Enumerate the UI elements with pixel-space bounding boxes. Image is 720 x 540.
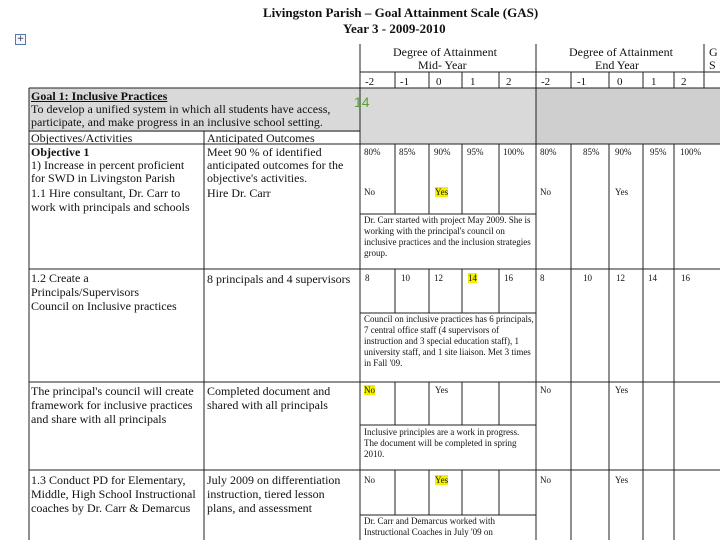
pct-mid-80: 80% — [364, 147, 381, 157]
pct-mid-90: 90% — [434, 147, 451, 157]
row1-outcome-line1: Meet 90 % of identified — [207, 145, 322, 159]
pct-end-85: 85% — [583, 147, 600, 157]
row1-objective-line3: for SWD in Livingston Parish — [31, 171, 175, 185]
row1-end-neg2: No — [540, 187, 551, 197]
row3-mid-0: Yes — [435, 385, 449, 395]
row4-mid-0-highlighted: Yes — [435, 475, 449, 485]
row4-end-neg2: No — [540, 475, 551, 485]
row3-mid-neg2-highlighted: No — [364, 385, 375, 395]
row4-objective-line1: 1.3 Conduct PD for Elementary, — [31, 473, 186, 487]
row2-objective-line1: 1.2 Create a — [31, 271, 89, 285]
row1-end-0: Yes — [615, 187, 629, 197]
row2-end-neg1: 10 — [583, 273, 592, 283]
mid-year-header-line1: Degree of Attainment — [393, 45, 497, 59]
objectives-header: Objectives/Activities — [31, 131, 133, 145]
mid-year-header-line2: Mid- Year — [418, 58, 467, 72]
pct-mid-85: 85% — [399, 147, 416, 157]
goal-description-1: To develop a unified system in which all students have access, — [31, 102, 331, 116]
row3-progress-note: Inclusive principles are a work in progress. The document will be completed in spring 2010. — [364, 427, 520, 459]
document-title: Livingston Parish – Goal Attainment Scale (GAS) — [263, 5, 539, 20]
scale-end-2: 2 — [681, 76, 687, 88]
row3-objective-line2: framework for inclusive practices — [31, 398, 193, 412]
row2-progress-note: Council on inclusive practices has 6 principals, 7 central office staff (4 supervisors of instruction and 3 special education staff), 1 university staff, and 1 site liaison. Met 3 times in Fall '09. — [364, 314, 534, 368]
row2-mid-neg2: 8 — [365, 273, 370, 283]
row2-end-2: 16 — [681, 273, 690, 283]
row1-mid-0-highlighted: Yes — [435, 187, 449, 197]
scale-end-neg1: -1 — [577, 76, 587, 88]
scale-mid-2: 2 — [506, 76, 512, 88]
partial-header-1: G — [709, 45, 718, 59]
row3-outcome-line1: Completed document and — [207, 384, 331, 398]
row2-mid-0: 12 — [434, 273, 443, 283]
row3-objective-line3: and share with all principals — [31, 412, 167, 426]
row4-objective-line3: coaches by Dr. Carr & Demarcus — [31, 501, 191, 515]
scale-mid-0: 0 — [436, 76, 442, 88]
row2-end-1: 14 — [648, 273, 657, 283]
end-year-header-line1: Degree of Attainment — [569, 45, 673, 59]
row2-end-neg2: 8 — [540, 273, 545, 283]
scale-end-0: 0 — [617, 76, 623, 88]
row3-end-neg2: No — [540, 385, 551, 395]
row1-outcome-line4: Hire Dr. Carr — [207, 186, 271, 200]
row4-outcome-line1: July 2009 on differentiation — [207, 473, 341, 487]
row4-outcome-line2: instruction, tiered lesson — [207, 487, 325, 501]
pct-end-100: 100% — [680, 147, 701, 157]
row1-objective-line5: work with principals and schools — [31, 200, 190, 214]
row2-mid-neg1: 10 — [401, 273, 410, 283]
row4-objective-line2: Middle, High School Instructional — [31, 487, 196, 501]
pct-mid-95: 95% — [467, 147, 484, 157]
pct-mid-100: 100% — [503, 147, 524, 157]
row4-end-0: Yes — [615, 475, 629, 485]
row1-outcome-line2: anticipated outcomes for the — [207, 158, 344, 172]
goal-band-right-end — [536, 88, 720, 144]
pct-end-80: 80% — [540, 147, 557, 157]
row4-mid-neg2: No — [364, 475, 375, 485]
scale-mid-1: 1 — [470, 76, 476, 88]
scale-mid-neg2: -2 — [365, 76, 375, 88]
row4-progress-note: Dr. Carr and Demarcus worked with Instructional Coaches in July '09 on — [364, 516, 495, 537]
expand-icon[interactable]: + — [16, 34, 25, 44]
row1-mid-neg2: No — [364, 187, 375, 197]
row2-objective-line3: Council on Inclusive practices — [31, 299, 177, 313]
row1-progress-note: Dr. Carr started with project May 2009. She is working with the principal's council on inclusive practices and the inclusion strategies group. — [364, 215, 531, 258]
outcomes-header: Anticipated Outcomes — [207, 131, 315, 145]
row2-mid-2: 16 — [504, 273, 513, 283]
partial-header-2: S — [709, 58, 716, 72]
row3-end-0: Yes — [615, 385, 629, 395]
document-subtitle: Year 3 - 2009-2010 — [343, 21, 446, 36]
goal-title: Goal 1: Inclusive Practices — [31, 89, 168, 103]
row2-end-0: 12 — [616, 273, 625, 283]
pct-end-95: 95% — [650, 147, 667, 157]
goal-description-2: participate, and make progress in an inclusive school setting. — [31, 115, 323, 129]
scale-end-1: 1 — [651, 76, 657, 88]
pct-end-90: 90% — [615, 147, 632, 157]
row2-outcome-line1: 8 principals and 4 supervisors — [207, 272, 351, 286]
row1-objective-line2: 1) Increase in percent proficient — [31, 158, 185, 172]
row1-outcome-line3: objective's activities. — [207, 171, 308, 185]
scale-mid-neg1: -1 — [400, 76, 410, 88]
end-year-header-line2: End Year — [595, 58, 639, 72]
row3-objective-line1: The principal's council will create — [31, 384, 194, 398]
row4-outcome-line3: plans, and assessment — [207, 501, 312, 515]
row2-objective-line2: Principals/Supervisors — [31, 285, 139, 299]
scale-end-neg2: -2 — [541, 76, 551, 88]
row3-outcome-line2: shared with all principals — [207, 398, 328, 412]
page-number: 14 — [354, 94, 370, 110]
row1-objective-line4: 1.1 Hire consultant, Dr. Carr to — [31, 186, 181, 200]
row1-objective-line1: Objective 1 — [31, 145, 90, 159]
row2-mid-1-highlighted: 14 — [468, 273, 477, 283]
